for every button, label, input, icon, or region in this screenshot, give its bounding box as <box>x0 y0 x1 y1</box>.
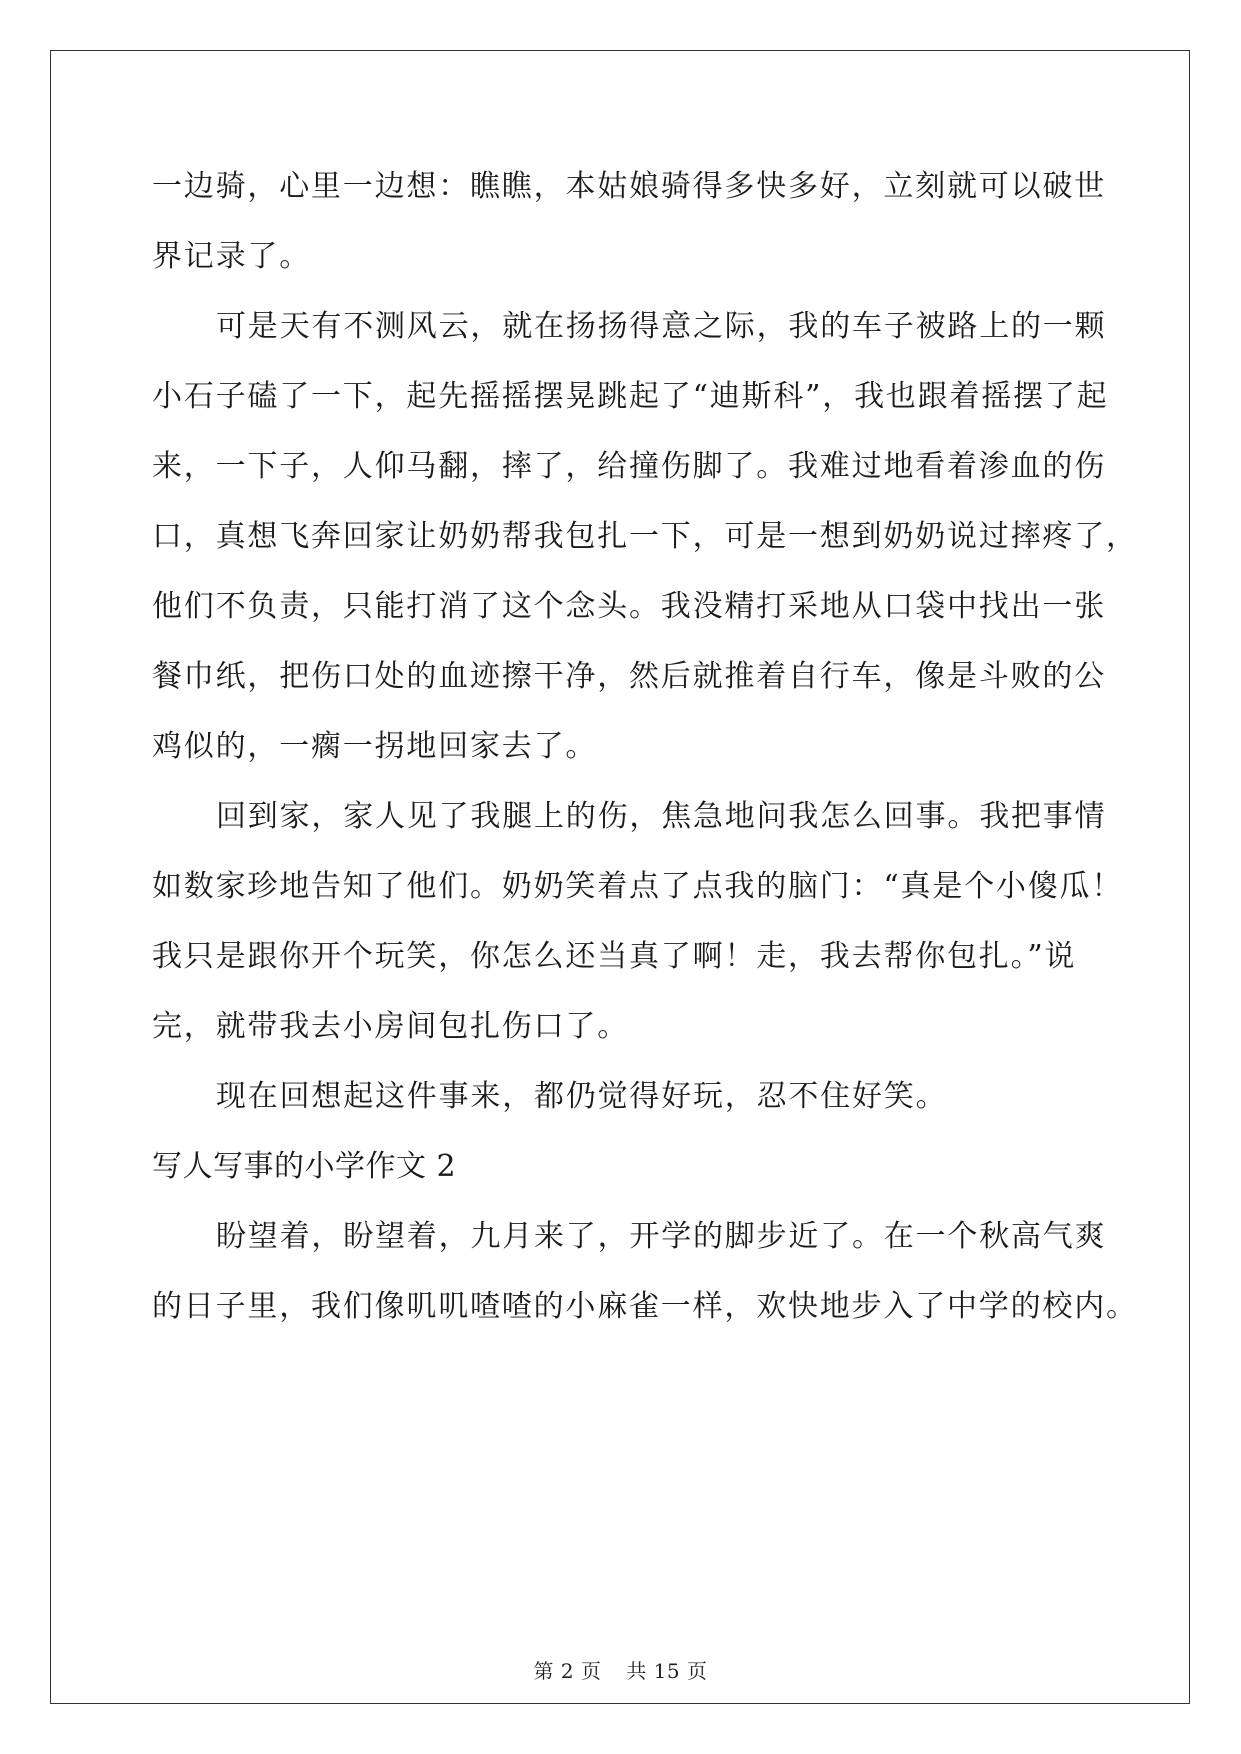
document-body <box>152 160 1138 1350</box>
paragraph-line: 盼望着，盼望着，九月来了，开学的脚步近了。在一个秋高气爽 <box>216 1219 1107 1254</box>
paragraph-line: 界记录了。 <box>152 239 311 274</box>
paragraph-line: 回到家，家人见了我腿上的伤，焦急地问我怎么回事。我把事情 <box>216 799 1107 834</box>
paragraph-line: 餐巾纸，把伤口处的血迹擦干净，然后就推着自行车，像是斗败的公 <box>152 659 1106 694</box>
paragraph-line: 的日子里，我们像叽叽喳喳的小麻雀一样，欢快地步入了中学的校内。 <box>152 1289 1138 1324</box>
section-heading: 写人写事的小学作文 2 <box>152 1149 457 1184</box>
current-page-number: 第 2 页 <box>533 1659 602 1683</box>
paragraph-line: 可是天有不测风云，就在扬扬得意之际，我的车子被路上的一颗 <box>216 309 1107 344</box>
paragraph-line: 来，一下子，人仰马翻，摔了，给撞伤脚了。我难过地看着渗血的伤 <box>152 449 1106 484</box>
total-page-count: 共 15 页 <box>626 1659 708 1683</box>
paragraph-line: 完，就带我去小房间包扎伤口了。 <box>152 1009 629 1044</box>
paragraph-line: 一边骑，心里一边想：瞧瞧，本姑娘骑得多快多好，立刻就可以破世 <box>152 169 1106 204</box>
paragraph-line: 口，真想飞奔回家让奶奶帮我包扎一下，可是一想到奶奶说过摔疼了， <box>152 519 1138 554</box>
page-footer <box>0 1655 1241 1684</box>
paragraph-line: 如数家珍地告知了他们。奶奶笑着点了点我的脑门：“真是个小傻瓜！ <box>152 869 1124 904</box>
paragraph-line: 他们不负责，只能打消了这个念头。我没精打采地从口袋中找出一张 <box>152 589 1106 624</box>
paragraph-line: 小石子磕了一下，起先摇摇摆晃跳起了“迪斯科”，我也跟着摇摆了起 <box>152 379 1109 414</box>
paragraph-line: 现在回想起这件事来，都仍觉得好玩，忍不住好笑。 <box>216 1079 948 1114</box>
paragraph-line: 鸡似的，一瘸一拐地回家去了。 <box>152 729 598 764</box>
paragraph-line: 我只是跟你开个玩笑，你怎么还当真了啊！走，我去帮你包扎。”说 <box>152 939 1077 974</box>
